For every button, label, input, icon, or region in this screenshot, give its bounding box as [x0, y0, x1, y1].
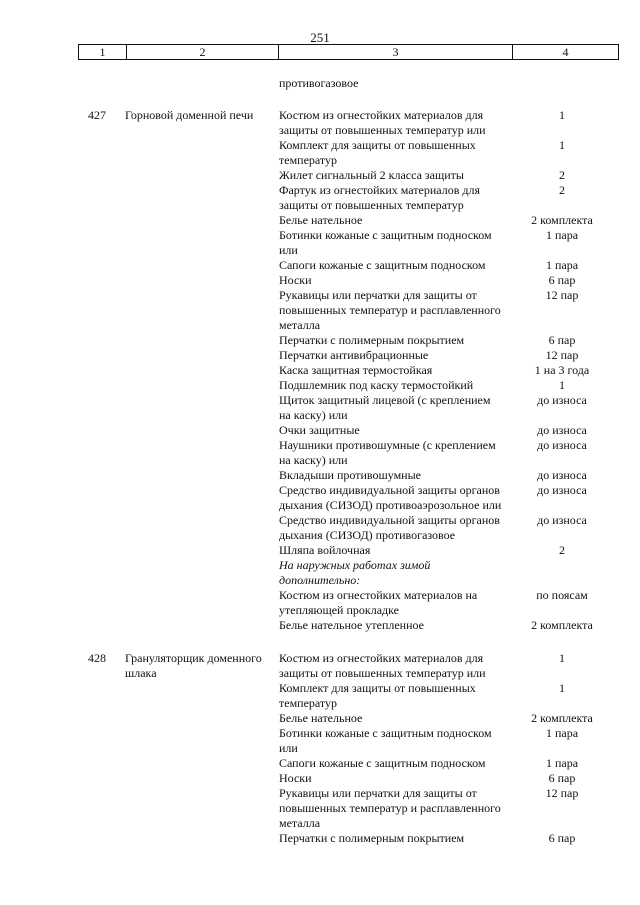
item-name: Каска защитная термостойкая [279, 363, 433, 377]
item-quantity: 12 пар [545, 786, 579, 800]
list-item [279, 543, 619, 558]
list-item [279, 183, 619, 213]
list-item [279, 786, 619, 831]
item-quantity: 1 [559, 681, 565, 695]
list-item [279, 168, 619, 183]
items-list [279, 651, 619, 846]
list-item [279, 513, 619, 543]
item-name: Комплект для защиты от повышенных температур [279, 138, 476, 167]
item-name: Ботинки кожаные с защитным подноском или [279, 228, 492, 257]
item-quantity: до износа [537, 393, 587, 407]
item-quantity: 1 пара [545, 258, 579, 272]
list-item [279, 288, 619, 333]
list-item [279, 438, 619, 468]
item-quantity: до износа [537, 438, 587, 452]
item-quantity: до износа [537, 423, 587, 437]
column-header-2: 2 [127, 45, 279, 59]
item-quantity: 1 пара [545, 228, 579, 242]
section-number: 427 [88, 108, 106, 122]
item-name: Носки [279, 273, 312, 287]
list-item [279, 651, 619, 681]
list-item [279, 363, 619, 378]
column-header-3: 3 [279, 45, 513, 59]
item-quantity: до износа [537, 513, 587, 527]
item-quantity: 6 пар [548, 771, 576, 785]
item-name: Жилет сигнальный 2 класса защиты [279, 168, 464, 182]
list-item [279, 588, 619, 618]
item-name: Костюм из огнестойких материалов на утепляющей прокладке [279, 588, 478, 617]
item-name: Вкладыши противошумные [279, 468, 421, 482]
item-name: Комплект для защиты от повышенных температур [279, 681, 476, 710]
section-427 [0, 108, 640, 633]
item-name: Носки [279, 771, 312, 785]
item-name: Белье нательное утепленное [279, 618, 424, 632]
list-item [279, 468, 619, 483]
item-name: Сапоги кожаные с защитным подноском [279, 258, 486, 272]
item-quantity: 1 [559, 651, 565, 665]
list-item [279, 348, 619, 363]
list-item [279, 273, 619, 288]
item-quantity: 1 пара [545, 726, 579, 740]
item-name: Перчатки с полимерным покрытием [279, 831, 465, 845]
item-name: Средство индивидуальной защиты органов дыхания (СИЗОД) противоаэрозольное или [279, 483, 502, 512]
item-name: Очки защитные [279, 423, 360, 437]
list-item [279, 726, 619, 756]
item-quantity: 1 на 3 года [534, 363, 590, 377]
item-quantity: 2 комплекта [531, 213, 593, 227]
item-quantity: 12 пар [545, 348, 579, 362]
list-item [279, 711, 619, 726]
item-name: Подшлемник под каску термостойкий [279, 378, 474, 392]
item-quantity: 12 пар [545, 288, 579, 302]
occupation-name: Горновой доменной печи [125, 108, 254, 122]
item-name: Перчатки с полимерным покрытием [279, 333, 465, 347]
item-quantity: 2 комплекта [531, 711, 593, 725]
item-name: Костюм из огнестойких материалов для защиты от повышенных температур или [279, 108, 486, 137]
item-quantity: 6 пар [548, 333, 576, 347]
occupation-name: Грануляторщик доменного шлака [125, 651, 262, 680]
column-header-1: 1 [79, 45, 127, 59]
list-item [279, 771, 619, 786]
continued-item-text: противогазовое [279, 76, 359, 90]
list-item [279, 228, 619, 258]
items-list [279, 108, 619, 633]
list-item [279, 333, 619, 348]
table-header [78, 44, 619, 60]
item-quantity: по поясам [536, 588, 588, 602]
item-quantity: 2 [559, 543, 565, 557]
item-quantity: 6 пар [548, 831, 576, 845]
list-item [279, 378, 619, 393]
item-quantity: 1 [559, 378, 565, 392]
item-name: Щиток защитный лицевой (с креплением на каску) или [279, 393, 491, 422]
item-quantity [505, 558, 619, 588]
item-quantity: 2 [559, 168, 565, 182]
list-item [279, 483, 619, 513]
item-name: Перчатки антивибрационные [279, 348, 429, 362]
list-item [279, 108, 619, 138]
list-item [279, 393, 619, 423]
list-item [279, 213, 619, 228]
column-header-4: 4 [562, 44, 569, 59]
item-name: Белье нательное [279, 213, 363, 227]
item-name: Рукавицы или перчатки для защиты от повышенных температур и расплавленного металла [279, 288, 501, 332]
continued-row [0, 76, 640, 91]
list-item [279, 258, 619, 273]
item-name: Костюм из огнестойких материалов для защиты от повышенных температур или [279, 651, 486, 680]
item-quantity: 1 [559, 108, 565, 122]
list-item [279, 756, 619, 771]
item-quantity: 2 [559, 183, 565, 197]
table-body [0, 76, 640, 846]
list-item [279, 138, 619, 168]
item-name: Фартук из огнестойких материалов для защиты от повышенных температур [279, 183, 480, 212]
list-item [279, 423, 619, 438]
item-name: Сапоги кожаные с защитным подноском [279, 756, 486, 770]
item-name: Белье нательное [279, 711, 363, 725]
item-quantity: 1 [559, 138, 565, 152]
item-quantity: до износа [537, 468, 587, 482]
list-item [279, 618, 619, 633]
item-quantity: 6 пар [548, 273, 576, 287]
list-item [279, 831, 619, 846]
item-quantity: 2 комплекта [531, 618, 593, 632]
list-item [279, 558, 619, 588]
item-quantity: 1 пара [545, 756, 579, 770]
section-428 [0, 651, 640, 846]
page-number: 251 [310, 30, 330, 45]
item-name: Рукавицы или перчатки для защиты от повышенных температур и расплавленного металла [279, 786, 501, 830]
section-number: 428 [88, 651, 106, 665]
item-name: Средство индивидуальной защиты органов дыхания (СИЗОД) противогазовое [279, 513, 500, 542]
list-item [279, 681, 619, 711]
subheading-note: На наружных работах зимой дополнительно: [279, 558, 431, 587]
item-name: Ботинки кожаные с защитным подноском или [279, 726, 492, 755]
item-name: Наушники противошумные (с креплением на каску) или [279, 438, 496, 467]
item-quantity: до износа [537, 483, 587, 497]
item-name: Шляпа войлочная [279, 543, 371, 557]
